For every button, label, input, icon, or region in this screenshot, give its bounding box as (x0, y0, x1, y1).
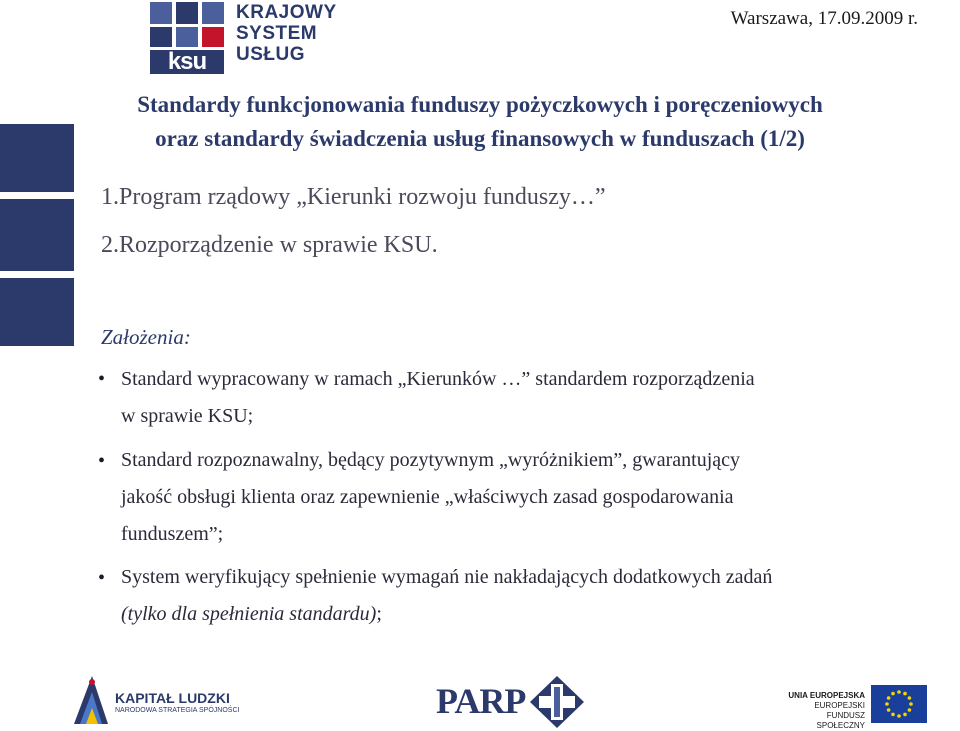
slide-date: Warszawa, 17.09.2009 r. (730, 8, 918, 29)
eu-line-2: EUROPEJSKI (814, 701, 865, 710)
bullet-3-line-2 (121, 596, 951, 633)
bullet-2-line-1: Standard rozpoznawalny, będący pozytywnym „wyróżnikiem”, gwarantujący (121, 449, 741, 471)
numbered-item-1: 1.Program rządowy „Kierunki rozwoju funduszy…” (101, 184, 606, 210)
side-bar-1 (0, 124, 74, 192)
parp-logo-icon (530, 676, 584, 728)
eu-text (783, 691, 865, 731)
kapital-ludzki-title: KAPITAŁ LUDZKI (115, 690, 230, 706)
title-line-2: oraz standardy świadczenia usług finansowych w funduszach (1/2) (155, 126, 805, 151)
ksu-logo-text (236, 2, 337, 65)
logo-line-3: USŁUG (236, 44, 305, 65)
numbered-item-2: 2.Rozporządzenie w sprawie KSU. (101, 232, 438, 258)
parp-logo-text: PARP (436, 681, 526, 721)
bullet-item-3 (121, 559, 951, 633)
bullet-3-italic: (tylko dla spełnienia standardu) (121, 603, 377, 625)
bullet-dot: • (98, 450, 106, 472)
eu-line-1: UNIA EUROPEJSKA (788, 691, 865, 700)
slide-title (0, 88, 960, 156)
bullet-1-line-2: w sprawie KSU; (121, 405, 254, 427)
eu-flag-icon (871, 685, 927, 723)
bullet-dot: • (98, 368, 106, 390)
bullet-3-line-1: System weryfikujący spełnienie wymagań nie nakładających dodatkowych zadań (121, 566, 773, 588)
side-bar-3 (0, 278, 74, 346)
bullet-2-line-3: funduszem”; (121, 523, 224, 545)
bullet-item-1 (121, 361, 951, 435)
logo-line-1: KRAJOWY (236, 2, 337, 23)
eu-line-3: FUNDUSZ SPOŁECZNY (816, 711, 865, 730)
bullet-item-2 (121, 442, 951, 553)
bullet-2-line-2: jakość obsługi klienta oraz zapewnienie „właściwych zasad gospodarowania (121, 486, 734, 508)
bullet-1-line-1: Standard wypracowany w ramach „Kierunków …” standardem rozporządzenia (121, 368, 755, 390)
bullet-3-suffix: ; (376, 603, 382, 625)
ksu-logo-short: ksu (150, 50, 224, 74)
side-bar-2 (0, 199, 74, 271)
assumptions-heading: Założenia: (101, 325, 191, 349)
bullet-dot: • (98, 567, 106, 589)
title-line-1: Standardy funkcjonowania funduszy pożyczkowych i poręczeniowych (137, 92, 823, 117)
kapital-ludzki-icon (72, 674, 110, 726)
kapital-ludzki-subtitle: NARODOWA STRATEGIA SPÓJNOŚCI (115, 707, 240, 714)
kapital-ludzki-logo (72, 674, 110, 731)
logo-line-2: SYSTEM (236, 23, 318, 44)
